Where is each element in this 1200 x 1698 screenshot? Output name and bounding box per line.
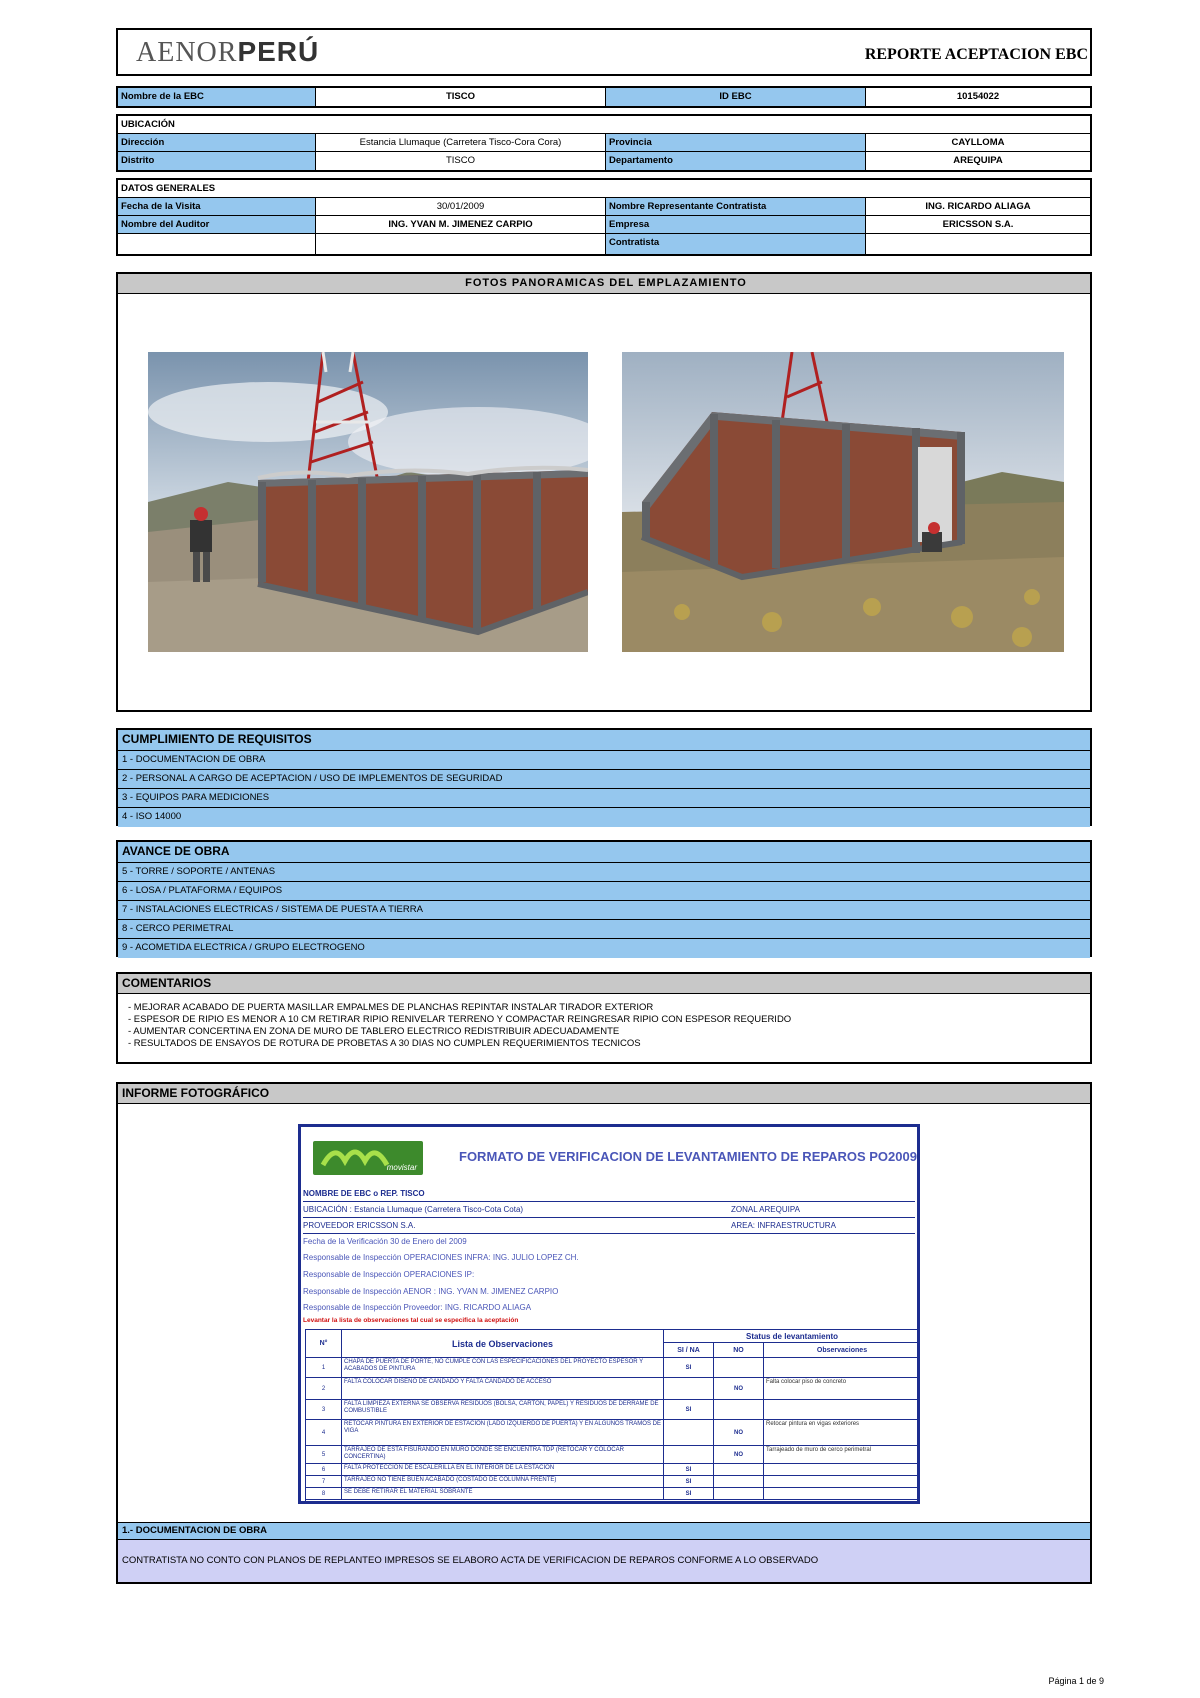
- obs-row-si: [664, 1378, 714, 1400]
- comentarios-title: COMENTARIOS: [118, 974, 1090, 994]
- col-obs-header: Observaciones: [764, 1343, 920, 1358]
- doc-text: CONTRATISTA NO CONTO CON PLANOS DE REPLANTEO IMPRESOS SE ELABORO ACTA DE VERIFICACION DE REPAROS CONFORME A LO OBSERVADO: [122, 1555, 819, 1566]
- informe-title: INFORME FOTOGRÁFICO: [118, 1084, 1090, 1104]
- fecha-value: 30/01/2009: [316, 198, 606, 215]
- obs-row-text: FALTA PROTECCIÓN DE ESCALERILLA EN EL INTERIOR DE LA ESTACIÓN: [342, 1464, 664, 1476]
- obs-row-no: NO: [714, 1420, 764, 1446]
- movistar-brand: movistar: [386, 1163, 417, 1172]
- col-no-header: NO: [714, 1343, 764, 1358]
- departamento-label: Departamento: [606, 152, 866, 170]
- obs-row-observation: Retocar pintura en vigas exteriores: [764, 1420, 920, 1446]
- obs-row-observation: [764, 1464, 920, 1476]
- ebc-name-value: TISCO: [316, 88, 606, 106]
- distrito-label: Distrito: [118, 152, 316, 170]
- contratista-value: [866, 234, 1090, 254]
- cumplimiento-section: [116, 728, 1092, 826]
- ubicacion-table: [116, 114, 1092, 172]
- obs-row-no: [714, 1476, 764, 1488]
- obs-row-number: 4: [306, 1420, 342, 1446]
- obs-row-text: FALTA LIMPIEZA EXTERNA SE OBSERVA RESIDUOS (BOLSA, CARTÓN, PAPEL) Y RESIDUOS DE DERRAME DE COMBUSTIBLE: [342, 1400, 664, 1420]
- obs-row-observation: [764, 1358, 920, 1378]
- direccion-value: Estancia Llumaque (Carretera Tisco-Cora Cora): [316, 134, 606, 151]
- site-photo-1: [148, 352, 588, 652]
- obs-row-text: RETOCAR PINTURA EN EXTERIOR DE ESTACIÓN (LADO IZQUIERDO DE PUERTA) Y EN ALGUNOS TRAMOS DE VIGA: [342, 1420, 664, 1446]
- ebc-id-value: 10154022: [866, 88, 1090, 106]
- divider: [303, 1201, 915, 1202]
- divider: [303, 1217, 915, 1218]
- fotos-section: [116, 272, 1092, 712]
- avance-title: AVANCE DE OBRA: [118, 842, 1090, 863]
- avance-item-7: 7 - INSTALACIONES ELECTRICAS / SISTEMA DE PUESTA A TIERRA: [118, 901, 1090, 920]
- obs-row-text: TARRAJEO DE ESTA FISURANDO EN MURO DONDE SE ENCUENTRA TDP (RETOCAR Y COLOCAR CONCERTINA): [342, 1446, 664, 1464]
- cumplimiento-item-4: 4 - ISO 14000: [118, 808, 1090, 827]
- embedded-zonal-line: ZONAL AREQUIPA: [731, 1205, 800, 1214]
- cumplimiento-item-2: 2 - PERSONAL A CARGO DE ACEPTACION / USO DE IMPLEMENTOS DE SEGURIDAD: [118, 770, 1090, 789]
- empty-cell-1: [118, 234, 316, 254]
- avance-item-9: 9 - ACOMETIDA ELECTRICA / GRUPO ELECTROGENO: [118, 939, 1090, 958]
- obs-row-no: [714, 1488, 764, 1500]
- obs-row-no: NO: [714, 1446, 764, 1464]
- obs-row-no: NO: [714, 1378, 764, 1400]
- fotos-title: FOTOS PANORAMICAS DEL EMPLAZAMIENTO: [118, 274, 1090, 294]
- empty-cell-2: [316, 234, 606, 254]
- representante-label: Nombre Representante Contratista: [606, 198, 866, 215]
- col-n-header: N°: [306, 1330, 342, 1358]
- comentario-line-2: - ESPESOR DE RIPIO ES MENOR A 10 CM RETIRAR RIPIO RENIVELAR TERRENO Y COMPACTAR REINGRESAR RIPIO CON ESPESOR REQUERIDO: [128, 1014, 792, 1025]
- obs-row-si: SI: [664, 1400, 714, 1420]
- avance-item-8: 8 - CERCO PERIMETRAL: [118, 920, 1090, 939]
- movistar-logo: [313, 1141, 423, 1175]
- cumplimiento-item-3: 3 - EQUIPOS PARA MEDICIONES: [118, 789, 1090, 808]
- avance-item-5: 5 - TORRE / SOPORTE / ANTENAS: [118, 863, 1090, 882]
- obs-row-number: 7: [306, 1476, 342, 1488]
- embedded-resp2: Responsable de Inspección OPERACIONES IP:: [303, 1270, 475, 1279]
- avance-item-6: 6 - LOSA / PLATAFORMA / EQUIPOS: [118, 882, 1090, 901]
- embedded-fecha-line: Fecha de la Verificación 30 de Enero del 2009: [303, 1237, 467, 1246]
- site-photo-1-image: [148, 352, 588, 652]
- embedded-ebc-line: NOMBRE DE EBC o REP. TISCO: [303, 1189, 425, 1198]
- obs-row-observation: [764, 1400, 920, 1420]
- obs-row-si: SI: [664, 1464, 714, 1476]
- comentarios-section: [116, 972, 1092, 1064]
- report-title: REPORTE ACEPTACION EBC: [864, 46, 1088, 63]
- provincia-label: Provincia: [606, 134, 866, 151]
- embedded-form: [298, 1124, 920, 1504]
- distrito-value: TISCO: [316, 152, 606, 170]
- contratista-label: Contratista: [606, 234, 866, 254]
- col-status-header: Status de levantamiento: [664, 1330, 920, 1343]
- empresa-label: Empresa: [606, 216, 866, 233]
- obs-row-no: [714, 1464, 764, 1476]
- direccion-label: Dirección: [118, 134, 316, 151]
- doc-title: 1.- DOCUMENTACION DE OBRA: [122, 1525, 267, 1536]
- provincia-value: CAYLLOMA: [866, 134, 1090, 151]
- obs-row-si: SI: [664, 1358, 714, 1378]
- auditor-value: ING. YVAN M. JIMENEZ CARPIO: [316, 216, 606, 233]
- embedded-resp1: Responsable de Inspección OPERACIONES INFRA: ING. JULIO LOPEZ CH.: [303, 1253, 579, 1262]
- obs-row-si: SI: [664, 1488, 714, 1500]
- obs-row-observation: [764, 1476, 920, 1488]
- doc-text-box: [118, 1540, 1090, 1582]
- obs-row-si: [664, 1446, 714, 1464]
- aenor-logo: [136, 36, 319, 69]
- obs-row-observation: Falta colocar piso de concreto: [764, 1378, 920, 1400]
- obs-row-si: [664, 1420, 714, 1446]
- auditor-label: Nombre del Auditor: [118, 216, 316, 233]
- obs-row-text: FALTA COLOCAR DISEÑO DE CANDADO Y FALTA CANDADO DE ACCESO: [342, 1378, 664, 1400]
- embedded-proveedor-line: PROVEEDOR ERICSSON S.A.: [303, 1221, 416, 1230]
- col-lista-header: Lista de Observaciones: [342, 1330, 664, 1358]
- obs-row-number: 3: [306, 1400, 342, 1420]
- obs-row-number: 8: [306, 1488, 342, 1500]
- obs-row-text: CHAPA DE PUERTA DE PORTE, NO CUMPLE CON LAS ESPECIFICACIONES DEL PROYECTO ESPESOR Y ACABADOS DE PINTURA: [342, 1358, 664, 1378]
- divider: [303, 1233, 915, 1234]
- embedded-ubicacion-line: UBICACIÓN : Estancia Llumaque (Carretera Tisco-Cota Cota): [303, 1205, 524, 1214]
- obs-row-number: 5: [306, 1446, 342, 1464]
- comentario-line-1: - MEJORAR ACABADO DE PUERTA MASILLAR EMPALMES DE PLANCHAS REPINTAR INSTALAR TIRADOR EXTERIOR: [128, 1002, 654, 1013]
- obs-row-number: 1: [306, 1358, 342, 1378]
- representante-value: ING. RICARDO ALIAGA: [866, 198, 1090, 215]
- informe-section: [116, 1082, 1092, 1584]
- cumplimiento-item-1: 1 - DOCUMENTACION DE OBRA: [118, 751, 1090, 770]
- ebc-table: [116, 86, 1092, 108]
- logo-peru: PERÚ: [237, 36, 320, 67]
- obs-row-text: TARRAJEO NO TIENE BUEN ACABADO (COSTADO DE COLUMNA FRENTE): [342, 1476, 664, 1488]
- logo-aenor: AENOR: [136, 37, 238, 68]
- header-box: [116, 28, 1092, 76]
- departamento-value: AREQUIPA: [866, 152, 1090, 170]
- embedded-area-line: AREA: INFRAESTRUCTURA: [731, 1221, 836, 1230]
- col-si-header: SI / NA: [664, 1343, 714, 1358]
- obs-row-no: [714, 1400, 764, 1420]
- empresa-value: ERICSSON S.A.: [866, 216, 1090, 233]
- cumplimiento-title: CUMPLIMIENTO DE REQUISITOS: [118, 730, 1090, 751]
- comentario-line-4: - RESULTADOS DE ENSAYOS DE ROTURA DE PROBETAS A 30 DIAS NO CUMPLEN REQUERIMIENTOS TECNICOS: [128, 1038, 641, 1049]
- obs-row-no: [714, 1358, 764, 1378]
- datos-title: DATOS GENERALES: [118, 180, 1090, 197]
- site-photo-2-image: [622, 352, 1064, 652]
- obs-row-observation: Tarrajeado de muro de cerco perimetral: [764, 1446, 920, 1464]
- obs-row-number: 2: [306, 1378, 342, 1400]
- observations-table: [305, 1329, 919, 1504]
- embedded-resp3: Responsable de Inspección AENOR : ING. YVAN M. JIMENEZ CARPIO: [303, 1287, 559, 1296]
- embedded-resp4: Responsable de Inspección Proveedor: ING. RICARDO ALIAGA: [303, 1303, 532, 1312]
- site-photo-2: [622, 352, 1064, 652]
- obs-row-number: 6: [306, 1464, 342, 1476]
- obs-row-observation: [764, 1488, 920, 1500]
- datos-table: [116, 178, 1092, 256]
- ebc-name-label: Nombre de la EBC: [118, 88, 316, 106]
- embedded-warning: Levantar la lista de observaciones tal cual se especifica la aceptación: [303, 1317, 519, 1324]
- avance-section: [116, 840, 1092, 957]
- obs-row-text: SE DEBE RETIRAR EL MATERIAL SOBRANTE: [342, 1488, 664, 1500]
- ebc-id-label: ID EBC: [606, 88, 866, 106]
- doc-title-bar: [118, 1522, 1090, 1540]
- embedded-title: FORMATO DE VERIFICACION DE LEVANTAMIENTO DE REPAROS PO2009: [459, 1149, 917, 1164]
- obs-row-si: SI: [664, 1476, 714, 1488]
- page-number: Página 1 de 9: [1048, 1676, 1104, 1686]
- fecha-label: Fecha de la Visita: [118, 198, 316, 215]
- comentario-line-3: - AUMENTAR CONCERTINA EN ZONA DE MURO DE TABLERO ELECTRICO REDISTRIBUIR ADECUADAMENTE: [128, 1026, 620, 1037]
- ubicacion-title: UBICACIÓN: [118, 116, 1090, 133]
